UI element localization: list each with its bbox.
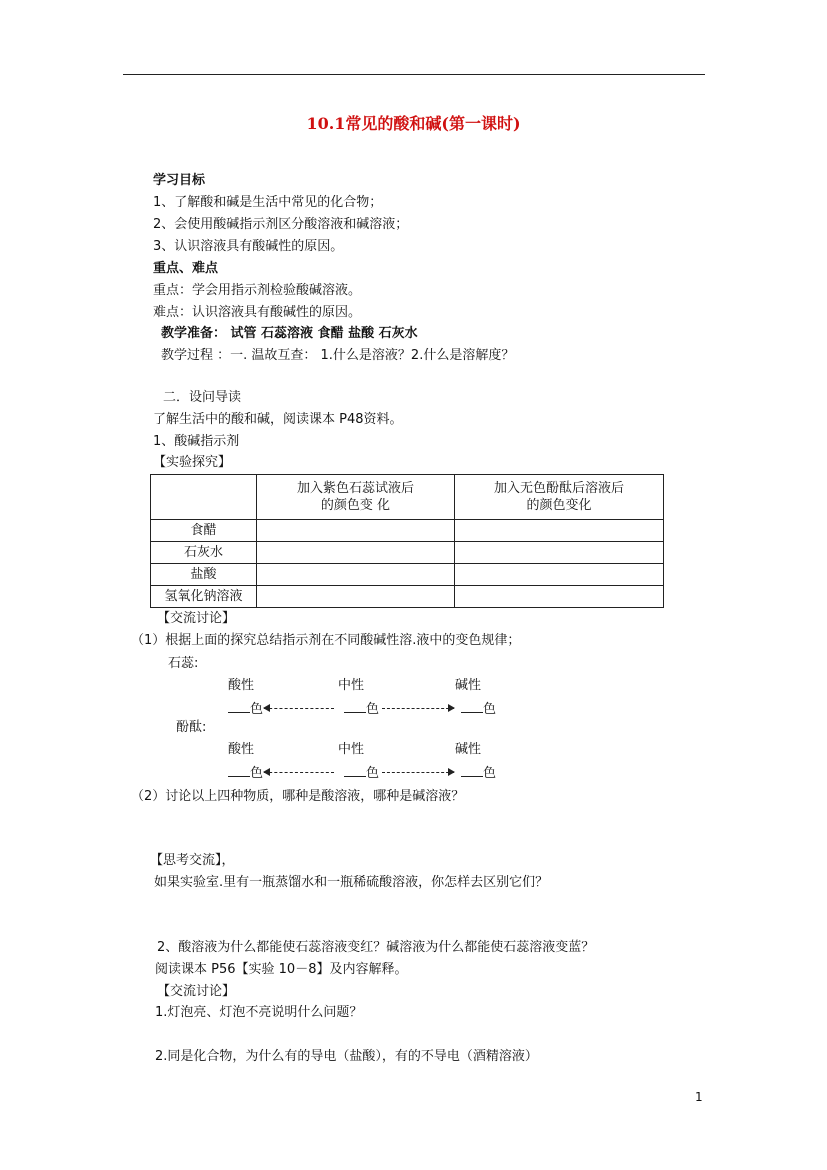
table-header-cell: [151, 475, 257, 520]
phenol-neutral: 中性: [338, 742, 365, 757]
blank-line: [344, 699, 366, 713]
difficulty-text: 难点：认识溶液具有酸碱性的原因。: [153, 305, 362, 320]
teaching-prep: 教学准备： 试管 石蕊溶液 食醋 盐酸 石灰水: [161, 326, 418, 341]
color-word: 色: [366, 702, 380, 717]
discussion-q1: （1）根据上面的探究总结指示剂在不同酸碱性溶.液中的变色规律；: [131, 633, 521, 648]
goal-item-1: 1、了解酸和碱是生活中常见的化合物；: [153, 195, 383, 210]
discussion-q2: （2）讨论以上四种物质，哪种是酸溶液，哪种是碱溶液？: [131, 789, 465, 804]
litmus-acid: 酸性: [228, 678, 255, 693]
row-label: 盐酸: [151, 564, 257, 586]
table-cell: [257, 564, 455, 586]
experiment-table: [150, 474, 664, 608]
indicator-subheading: 1、酸碱指示剂: [153, 434, 240, 449]
litmus-neutral-color: [344, 699, 379, 719]
page-number: 1: [695, 1090, 703, 1104]
phenol-base-color: [461, 763, 496, 783]
table-cell: [455, 542, 664, 564]
table-header-cell: [257, 475, 455, 520]
table-row: [151, 520, 664, 542]
arrow-left: [264, 772, 334, 774]
blank-line: [344, 763, 366, 777]
phenol-base: 碱性: [455, 742, 482, 757]
section2-intro: 了解生活中的酸和碱，阅读课本 P48资料。: [153, 412, 403, 427]
color-word: 色: [483, 766, 497, 781]
table-header-cell: [455, 475, 664, 520]
arrow-left: [264, 708, 334, 710]
table-cell: [257, 520, 455, 542]
key-points-heading: 重点、难点: [153, 261, 219, 276]
color-word: 色: [366, 766, 380, 781]
color-word: 色: [250, 702, 264, 717]
table-cell: [257, 542, 455, 564]
table-header-row: [151, 475, 664, 520]
litmus-base: 碱性: [455, 678, 482, 693]
header-litmus: 加入紫色石蕊试液后 的颜色变 化: [296, 481, 414, 513]
color-word: 色: [483, 702, 497, 717]
header-phenolphthalein: 加入无色酚酞后溶液后 的颜色变化: [493, 481, 624, 513]
discussion-label: 【交流讨论】: [157, 611, 236, 626]
row-label: 石灰水: [151, 542, 257, 564]
table-row: [151, 586, 664, 608]
row-label: 氢氧化钠溶液: [151, 586, 257, 608]
litmus-base-color: [461, 699, 496, 719]
blank-line: [461, 763, 483, 777]
arrow-right: [382, 772, 454, 774]
phenol-label: 酚酞:: [176, 720, 207, 735]
row-label: 食醋: [151, 520, 257, 542]
litmus-neutral: 中性: [338, 678, 365, 693]
phenol-acid-color: [228, 763, 263, 783]
experiment-label: 【实验探究】: [153, 455, 232, 470]
phenol-neutral-color: [344, 763, 379, 783]
goal-item-2: 2、会使用酸碱指示剂区分酸溶液和碱溶液；: [153, 217, 409, 232]
table-row: [151, 564, 664, 586]
phenol-acid: 酸性: [228, 742, 255, 757]
part2-q2: 2.同是化合物，为什么有的导电（盐酸），有的不导电（酒精溶液）: [155, 1049, 538, 1064]
part2-reading: 阅读课本 P56【实验 10－8】及内容解释。: [155, 962, 408, 977]
page-title: 10.1常见的酸和碱(第一课时): [306, 114, 521, 133]
focus-text: 重点：学会用指示剂检验酸碱溶液。: [153, 283, 362, 298]
section2-heading: 二．设问导读: [163, 390, 242, 405]
part2-q1: 1.灯泡亮、灯泡不亮说明什么问题？: [155, 1005, 363, 1020]
table-cell: [455, 520, 664, 542]
litmus-acid-color: [228, 699, 263, 719]
thinking-question: 如果实验室.里有一瓶蒸馏水和一瓶稀硫酸溶液，你怎样去区别它们？: [154, 875, 549, 890]
table-cell: [455, 586, 664, 608]
blank-line: [228, 699, 250, 713]
goals-heading: 学习目标: [153, 173, 206, 188]
goal-item-3: 3、认识溶液具有酸碱性的原因。: [153, 239, 344, 254]
table-cell: [455, 564, 664, 586]
litmus-label: 石蕊:: [168, 656, 199, 671]
teaching-process: 教学过程 ：一. 温故互查： 1.什么是溶液？2.什么是溶解度？: [161, 348, 515, 363]
color-word: 色: [250, 766, 264, 781]
header-rule: [123, 74, 705, 75]
thinking-label: 【思考交流】，: [150, 853, 235, 868]
blank-line: [228, 763, 250, 777]
part2-question: 2、酸溶液为什么都能使石蕊溶液变红？碱溶液为什么都能使石蕊溶液变蓝？: [157, 940, 595, 955]
arrow-right: [382, 708, 454, 710]
blank-line: [461, 699, 483, 713]
table-row: [151, 542, 664, 564]
part2-discussion-label: 【交流讨论】: [157, 984, 236, 999]
table-cell: [257, 586, 455, 608]
